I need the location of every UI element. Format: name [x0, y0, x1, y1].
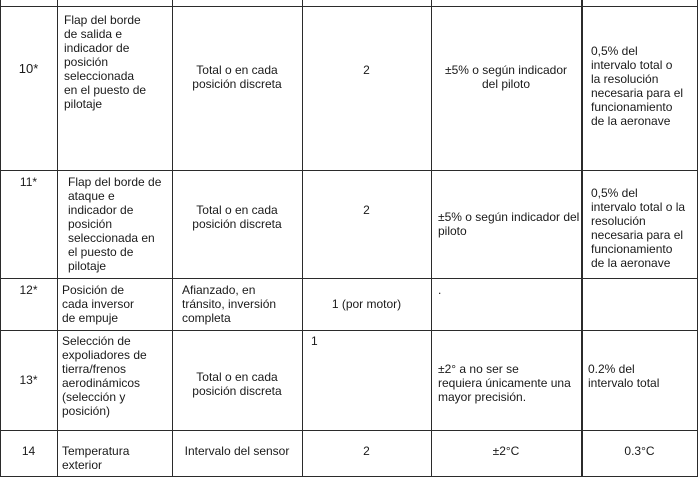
accuracy-value: ±5% o según indicador del piloto — [445, 63, 567, 91]
range-value: Total o en cada posición discreta — [192, 370, 282, 398]
accuracy-value: ±5% o según indicador del piloto — [438, 210, 580, 238]
sample-rate: 2 — [363, 444, 370, 458]
resolution-value: 0,5% del intervalo total o la resolución necesaria para el funcionamiento de la aeronave — [591, 44, 684, 128]
row-divider — [0, 278, 698, 279]
accuracy-value: ±2°C — [492, 444, 520, 458]
resolution-value: 0.3°C — [624, 444, 655, 458]
resolution-value: 0.2% del intervalo total — [588, 362, 660, 390]
row-number: 13* — [19, 373, 38, 387]
parameter-name: Posición de cada inversor de empuje — [62, 283, 135, 325]
resolution-value: 0,5% del intervalo total o la resolución necesaria para el funcionamiento de la aeronave — [591, 186, 686, 270]
row-divider — [0, 430, 698, 431]
accuracy-value: ±2° a no ser se requiera únicamente una mayor precisión. — [438, 362, 571, 404]
sample-rate: 2 — [363, 203, 370, 217]
row-number: 12* — [19, 283, 38, 297]
row-divider — [0, 330, 698, 331]
range-value: Intervalo del sensor — [184, 444, 290, 458]
parameter-name: Flap del borde de ataque e indicador de posición seleccionada en el puesto de pilotaje — [68, 175, 162, 273]
parameter-name: Flap del borde de salida e indicador de posición seleccionada en el puesto de pilotaje — [64, 13, 147, 111]
row-number: 11* — [19, 175, 38, 189]
row-divider — [0, 170, 698, 171]
range-value: Total o en cada posición discreta — [192, 203, 282, 231]
parameter-name: Selección de expoliadores de tierra/frenos aerodinámicos (selección y posición) — [62, 334, 147, 418]
row-divider — [0, 6, 698, 7]
sample-rate: 2 — [363, 63, 370, 77]
range-value: Total o en cada posición discreta — [192, 63, 282, 91]
sample-rate: 1 (por motor) — [331, 297, 402, 311]
parameter-name: Temperatura exterior — [62, 444, 130, 472]
column-divider — [581, 0, 583, 477]
row-number: 14 — [21, 444, 36, 458]
column-divider — [57, 0, 58, 477]
sample-rate: 1 — [311, 334, 318, 348]
row-number: 10* — [18, 61, 39, 76]
accuracy-value: . — [438, 283, 442, 297]
range-value: Afianzado, en tránsito, inversión completa — [182, 283, 277, 325]
